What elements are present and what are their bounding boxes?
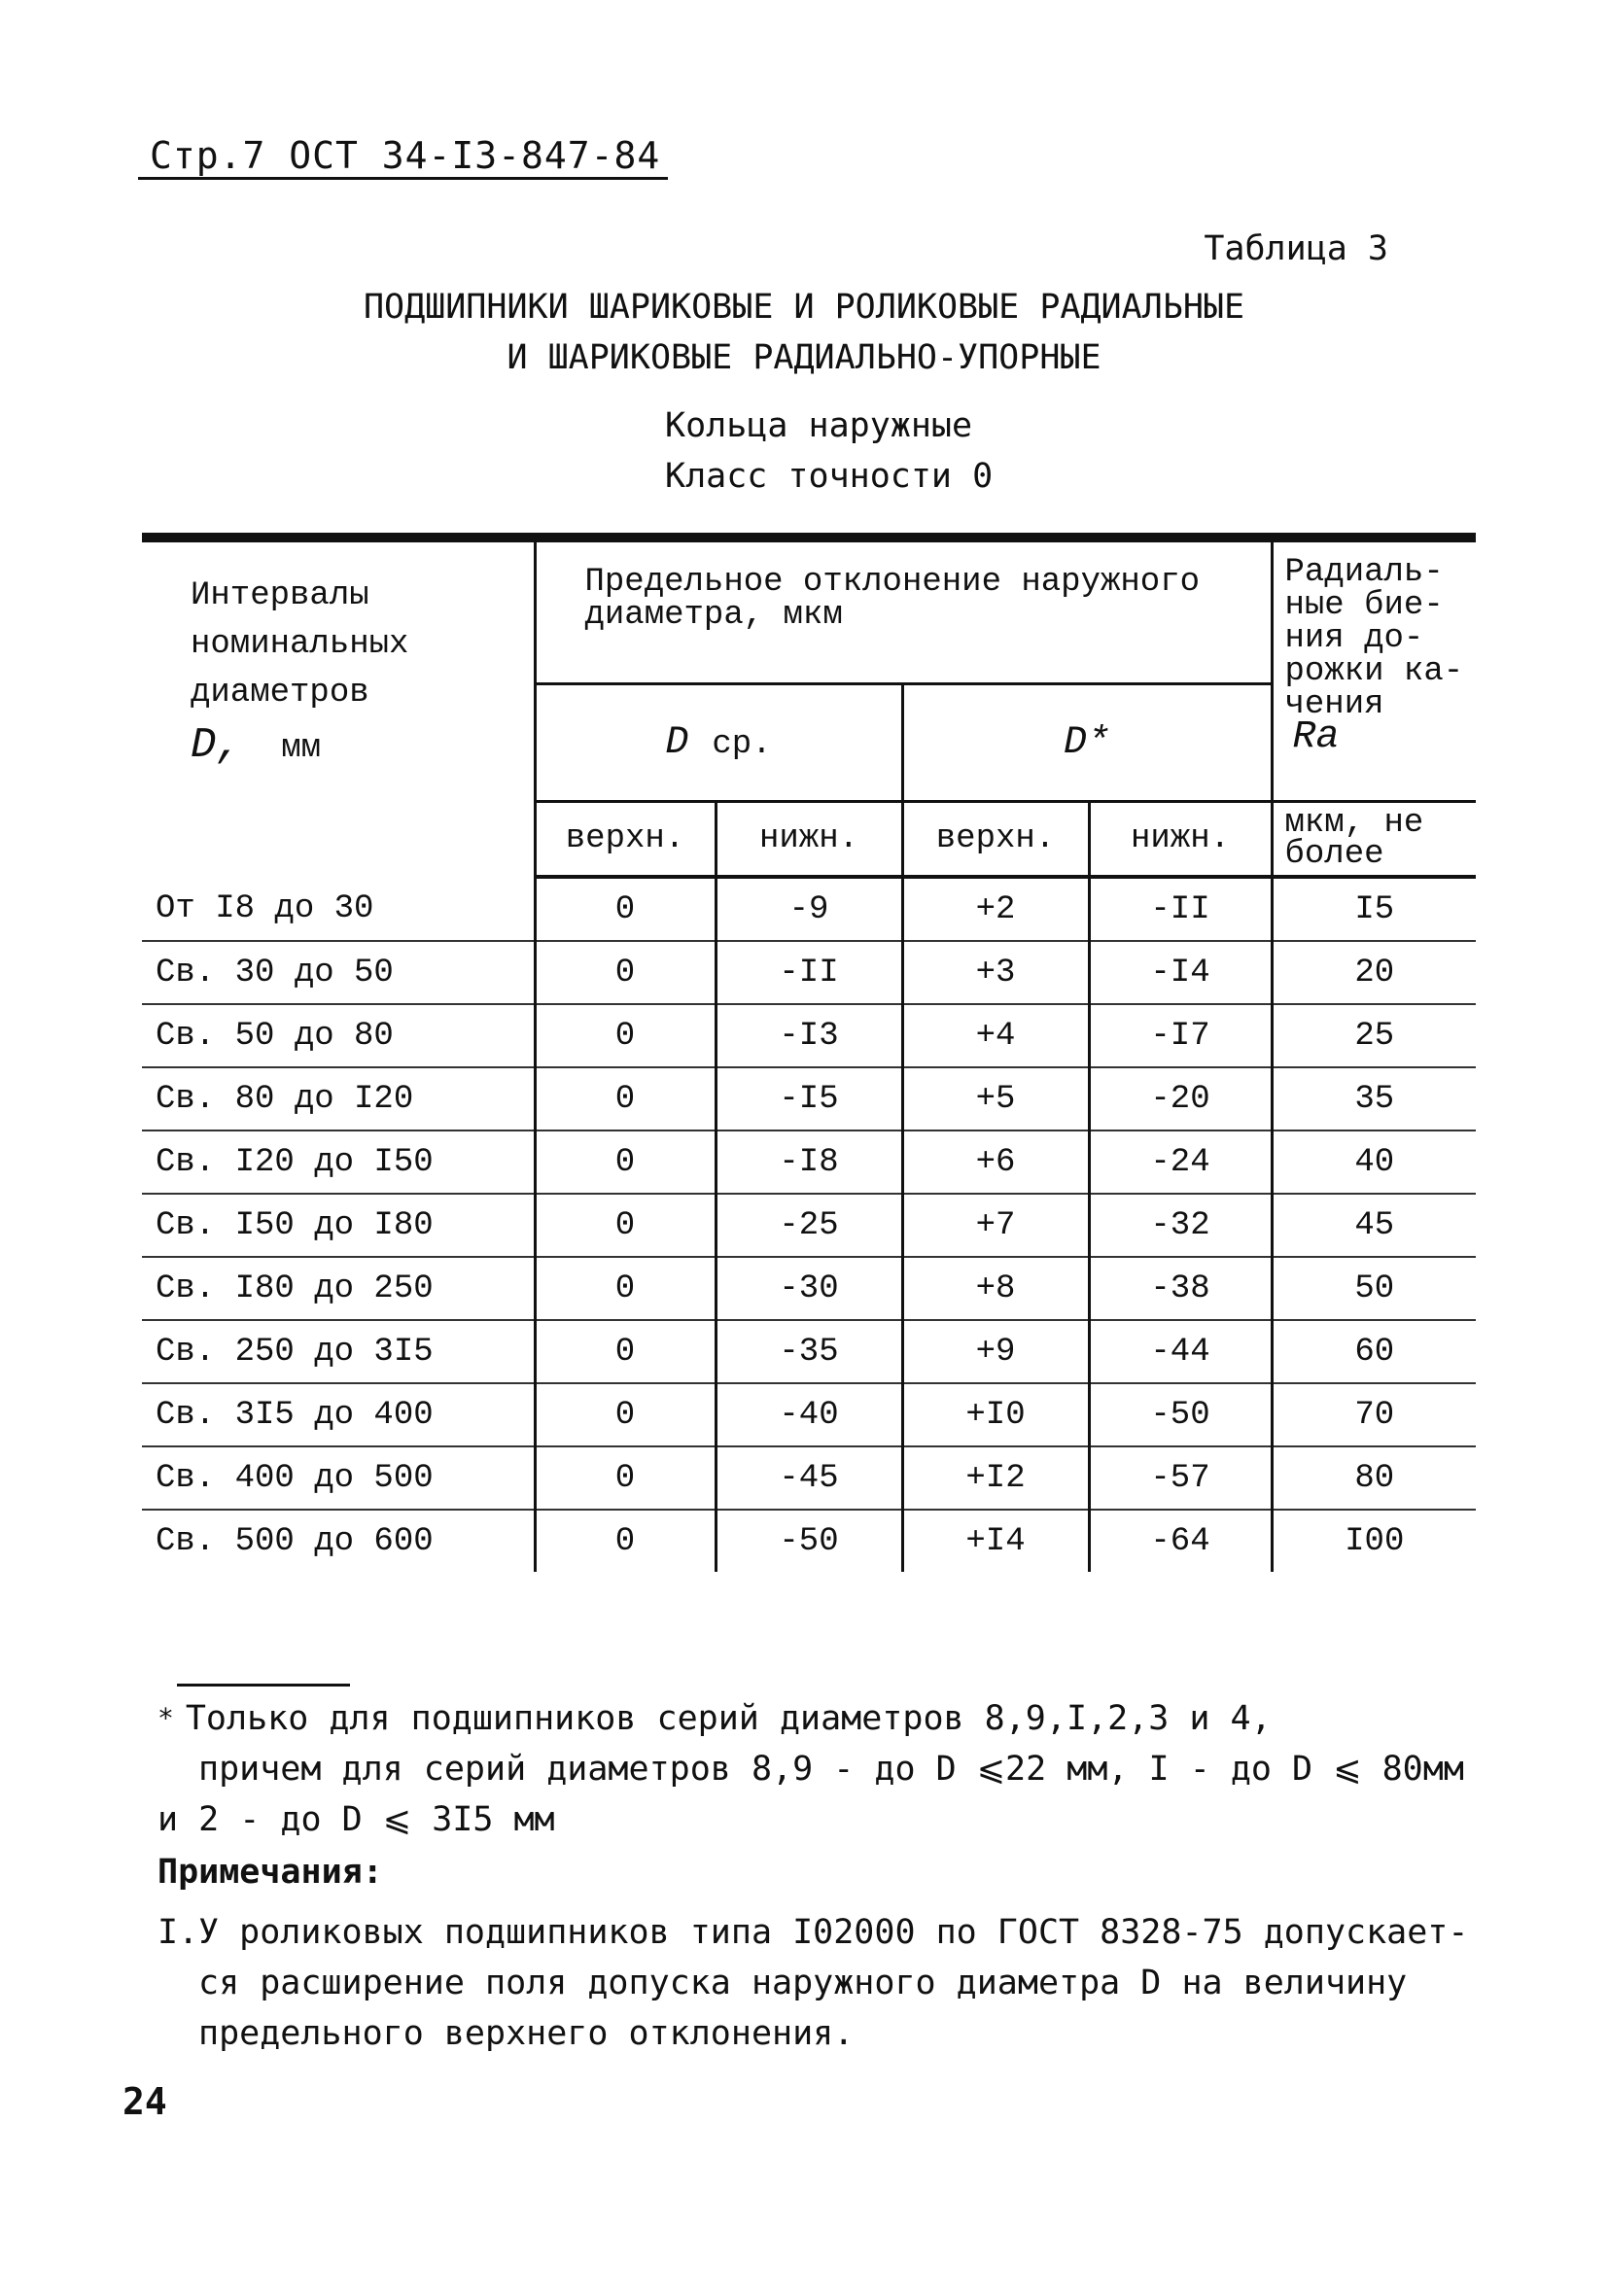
title-line-2: И ШАРИКОВЫЕ РАДИАЛЬНО-УПОРНЫЕ — [507, 338, 1101, 377]
header-runout-symbol: Ra — [1292, 715, 1340, 759]
cell-avg-lower: -I8 — [716, 1131, 902, 1194]
header-runout-unit — [1272, 802, 1476, 878]
cell-avg-lower: -9 — [716, 877, 902, 941]
note-number: I. — [157, 1913, 199, 1952]
cell-avg-upper: 0 — [535, 1446, 716, 1510]
table-row — [142, 1004, 1476, 1067]
table-row — [142, 1257, 1476, 1320]
header-runout-line-1: Радиаль- — [1284, 554, 1444, 591]
cell-avg-upper: 0 — [535, 1131, 716, 1194]
cell-avg-upper: 0 — [535, 877, 716, 941]
header-runout — [1272, 542, 1476, 802]
header-diameter-unit: мм — [281, 730, 322, 767]
cell-avg-upper: 0 — [535, 1257, 716, 1320]
cell-avg-lower: -I5 — [716, 1067, 902, 1131]
footnote-line-1: Только для подшипников серий диаметров 8,9,I,2,3 и 4, — [185, 1699, 1272, 1738]
cell-range: Св. 50 до 80 — [142, 1004, 535, 1067]
cell-range: Св. 30 до 50 — [142, 941, 535, 1004]
tolerance-table — [142, 533, 1476, 1572]
cell-range: От I8 до 30 — [142, 877, 535, 941]
footnote-line-3: и 2 - до D ⩽ 3I5 мм — [157, 1800, 555, 1839]
document-header: Стр.7 ОСТ 34-I3-847-84 — [138, 134, 668, 180]
cell-d-upper: +8 — [902, 1257, 1089, 1320]
header-d-average-symbol: D — [665, 720, 689, 765]
table-row — [142, 941, 1476, 1004]
cell-avg-upper: 0 — [535, 1510, 716, 1572]
cell-avg-upper: 0 — [535, 1383, 716, 1446]
cell-avg-upper: 0 — [535, 1320, 716, 1383]
cell-range: Св. 250 до 3I5 — [142, 1320, 535, 1383]
cell-runout: 60 — [1272, 1320, 1476, 1383]
footnote-marker: * — [157, 1702, 174, 1734]
cell-runout: 25 — [1272, 1004, 1476, 1067]
header-deviation — [535, 542, 1272, 684]
table-row — [142, 877, 1476, 941]
cell-d-upper: +I0 — [902, 1383, 1089, 1446]
cell-range: Св. 3I5 до 400 — [142, 1383, 535, 1446]
cell-range: Св. I50 до I80 — [142, 1194, 535, 1257]
header-deviation-line-1: Предельное отклонение наружного — [584, 564, 1201, 601]
cell-range: Св. I20 до I50 — [142, 1131, 535, 1194]
cell-d-lower: -57 — [1089, 1446, 1272, 1510]
cell-d-lower: -I7 — [1089, 1004, 1272, 1067]
cell-runout: 20 — [1272, 941, 1476, 1004]
cell-d-upper: +5 — [902, 1067, 1089, 1131]
cell-d-lower: -32 — [1089, 1194, 1272, 1257]
cell-range: Св. 500 до 600 — [156, 1522, 434, 1560]
table-row — [142, 1446, 1476, 1510]
cell-d-lower: -50 — [1089, 1383, 1272, 1446]
table-row — [142, 1320, 1476, 1383]
cell-avg-lower: -I3 — [716, 1004, 902, 1067]
table-row — [142, 1383, 1476, 1446]
cell-runout: 35 — [1272, 1067, 1476, 1131]
cell-avg-lower: -50 — [716, 1510, 902, 1572]
cell-range: Св. I80 до 250 — [142, 1257, 535, 1320]
cell-range: Св. 80 до I20 — [142, 1067, 535, 1131]
cell-avg-lower: -45 — [716, 1446, 902, 1510]
table-row — [142, 1131, 1476, 1194]
footnote-line-2: причем для серий диаметров 8,9 - до D ⩽22 мм, I - до D ⩽ 80мм — [198, 1750, 1464, 1789]
cell-d-upper: +7 — [902, 1194, 1089, 1257]
cell-d-lower: -II — [1089, 877, 1272, 941]
table-number: Таблица 3 — [1204, 229, 1388, 268]
cell-avg-lower: -30 — [716, 1257, 902, 1320]
header-intervals-line-1: Интервалы — [191, 577, 369, 614]
header-d-star-symbol: D* — [1063, 720, 1110, 765]
header-intervals-line-2: номинальных — [191, 626, 409, 663]
header-runout-line-4: рожки ка- — [1284, 653, 1464, 690]
cell-runout: 50 — [1272, 1257, 1476, 1320]
header-runout-line-3: ния до- — [1284, 620, 1424, 657]
header-deviation-line-2: диаметра, мкм — [584, 597, 843, 634]
page-number: 24 — [122, 2080, 167, 2123]
cell-avg-upper: 0 — [535, 1194, 716, 1257]
cell-d-upper: +4 — [902, 1004, 1089, 1067]
cell-d-lower: -64 — [1089, 1510, 1272, 1572]
cell-runout: 80 — [1272, 1446, 1476, 1510]
note-line-3: предельного верхнего отклонения. — [198, 2014, 855, 2053]
header-intervals-line-3: диаметров — [191, 675, 369, 712]
subtitle-rings: Кольца наружные — [665, 406, 973, 445]
cell-avg-lower: -40 — [716, 1383, 902, 1446]
table-row — [142, 1510, 1476, 1572]
table-row — [142, 1194, 1476, 1257]
header-d-lower: нижн. — [1089, 802, 1272, 878]
notes-heading: Примечания: — [157, 1853, 383, 1892]
cell-runout: I5 — [1272, 877, 1476, 941]
cell-runout: 70 — [1272, 1383, 1476, 1446]
cell-runout: 40 — [1272, 1131, 1476, 1194]
cell-d-upper: +I2 — [902, 1446, 1089, 1510]
header-avg-upper: верхн. — [535, 802, 716, 878]
footnote — [157, 1693, 1464, 1845]
cell-d-lower: -38 — [1089, 1257, 1272, 1320]
header-runout-line-2: ные бие- — [1284, 587, 1444, 624]
cell-avg-upper: 0 — [535, 1067, 716, 1131]
header-avg-lower: нижн. — [716, 802, 902, 878]
cell-d-lower: -20 — [1089, 1067, 1272, 1131]
cell-d-lower: -24 — [1089, 1131, 1272, 1194]
header-d-average-suffix: ср. — [712, 725, 772, 763]
header-diameter-symbol: D, — [191, 721, 242, 770]
note-line-1: У роликовых подшипников типа I02000 по ГОСТ 8328-75 допускает- — [198, 1913, 1469, 1952]
header-d-upper: верхн. — [902, 802, 1089, 878]
cell-d-upper: +9 — [902, 1320, 1089, 1383]
cell-d-upper: +3 — [902, 941, 1089, 1004]
footnote-separator — [177, 1684, 350, 1687]
note-1 — [157, 1907, 1480, 2059]
note-line-2: ся расширение поля допуска наружного диаметра D на величину — [198, 1964, 1408, 2002]
title-line-1: ПОДШИПНИКИ ШАРИКОВЫЕ И РОЛИКОВЫЕ РАДИАЛЬНЫЕ — [363, 288, 1245, 327]
subtitle-accuracy: Класс точности 0 — [665, 457, 994, 496]
cell-d-lower: -44 — [1089, 1320, 1272, 1383]
header-d-star — [902, 684, 1272, 802]
header-d-average — [535, 684, 902, 802]
cell-d-lower: -I4 — [1089, 941, 1272, 1004]
cell-avg-upper: 0 — [535, 941, 716, 1004]
header-intervals — [142, 542, 535, 877]
cell-avg-lower: -25 — [716, 1194, 902, 1257]
cell-d-upper: +2 — [902, 877, 1089, 941]
header-runout-unit-line-1: мкм, не — [1284, 805, 1424, 842]
cell-runout: 45 — [1272, 1194, 1476, 1257]
cell-d-upper: +6 — [902, 1131, 1089, 1194]
cell-runout: I00 — [1272, 1510, 1476, 1572]
cell-avg-lower: -35 — [716, 1320, 902, 1383]
cell-range: Св. 400 до 500 — [142, 1446, 535, 1510]
cell-avg-upper: 0 — [535, 1004, 716, 1067]
cell-avg-lower: -II — [716, 941, 902, 1004]
cell-d-upper: +I4 — [902, 1510, 1089, 1572]
header-runout-unit-line-2: более — [1284, 836, 1384, 873]
table-row — [142, 1067, 1476, 1131]
header-runout-line-5: чения — [1284, 686, 1384, 723]
